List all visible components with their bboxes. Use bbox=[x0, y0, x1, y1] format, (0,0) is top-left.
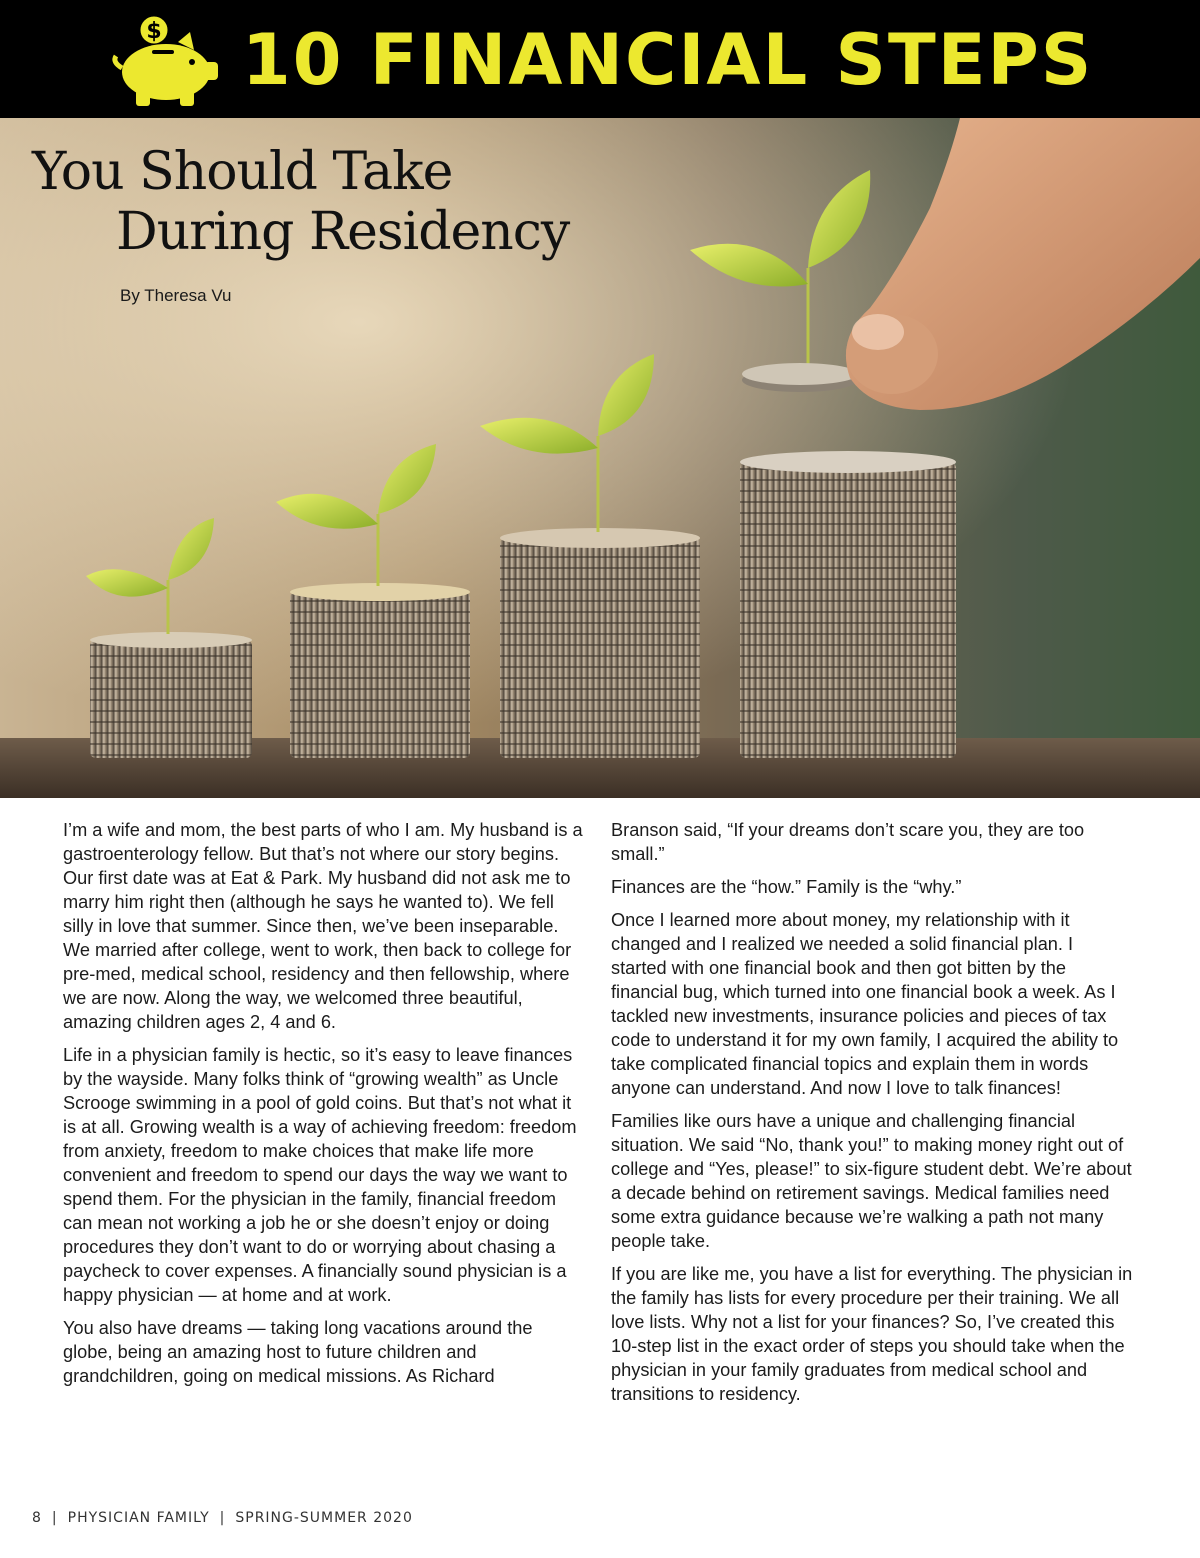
paragraph: You also have dreams — taking long vacations around the globe, being an amazing host to future children and grandchildren, going on medical missions. As Richard bbox=[63, 1318, 533, 1386]
headline-line-1: You Should Take bbox=[32, 142, 453, 202]
coin-stack-1 bbox=[90, 632, 252, 758]
publication-name: PHYSICIAN FAMILY bbox=[67, 1510, 210, 1526]
page-footer bbox=[32, 1510, 413, 1532]
coin-stack-2 bbox=[290, 583, 470, 758]
paragraph: If you are like me, you have a list for everything. The physician in the family has lists for every procedure per their training. We all love lists. Why not a list for your finances? So, I’ve created this 10-step list in the exact order of steps you should take when the physician in your family graduates from medical school and transitions to residency. bbox=[611, 1264, 1133, 1404]
banner-title: 10 FINANCIAL STEPS bbox=[242, 19, 1094, 101]
held-coin bbox=[742, 363, 858, 392]
coin-stack-4 bbox=[740, 451, 956, 758]
byline: By Theresa Vu bbox=[120, 286, 232, 305]
coin-stack-3 bbox=[500, 528, 700, 758]
page-number: 8 bbox=[32, 1510, 42, 1526]
headline-line-2: During Residency bbox=[116, 202, 570, 262]
title-banner bbox=[0, 0, 1200, 118]
issue-name: SPRING-SUMMER 2020 bbox=[235, 1510, 413, 1526]
paragraph: Families like ours have a unique and challenging financial situation. We said “No, thank you!” to making money right out of college and “Yes, please!” to six-figure student debt. We’re about a decade behind on retirement savings. Medical families need some extra guidance because we’re walking a path not many people take. bbox=[611, 1111, 1132, 1251]
paragraph: Finances are the “how.” Family is the “why.” bbox=[611, 877, 962, 897]
paragraph: Life in a physician family is hectic, so it’s easy to leave finances by the wayside. Many folks think of “growing wealth” as Uncle Scrooge swimming in a pool of gold coins. But that’s not what it is at all. Growing wealth is a way of achieving freedom: freedom from anxiety, freedom to make choices that make life more convenient and freedom to spend our days the way we want to spend them. For the physician in the family, financial freedom can mean not working a job he or she doesn’t enjoy or doing procedures they don’t want to do or worrying about chasing a paycheck to cover expenses. A financially sound physician is a happy physician — at home and at work. bbox=[63, 1045, 577, 1305]
headline bbox=[32, 142, 652, 262]
paragraph: Once I learned more about money, my relationship with it changed and I realized we needed a solid financial plan. I started with one financial book and then got bitten by the financial bug, which turned into one financial book a week. As I tackled new investments, insurance policies and pieces of tax code to understand it for my own family, I acquired the ability to take complicated financial topics and explain them in words anyone can understand. And now I love to talk finances! bbox=[611, 910, 1119, 1098]
footer-separator: | bbox=[51, 1510, 58, 1526]
dollar-glyph: $ bbox=[146, 19, 162, 44]
article-column-right bbox=[611, 818, 1133, 1415]
paragraph: Branson said, “If your dreams don’t scare you, they are too small.” bbox=[611, 820, 1085, 864]
article-column-left bbox=[63, 818, 585, 1397]
paragraph: I’m a wife and mom, the best parts of who I am. My husband is a gastroenterology fellow. But that’s not where our story begins. Our first date was at Eat & Park. My husband did not ask me to marry him right then (although he says he wanted to). We fell silly in love that summer. Since then, we’ve been inseparable. We married after college, went to work, then back to college for pre-med, medical school, residency and then fellowship, where we are now. Along the way, we welcomed three beautiful, amazing children ages 2, 4 and 6. bbox=[63, 820, 583, 1032]
piggy-bank-icon bbox=[108, 12, 220, 108]
footer-separator: | bbox=[219, 1510, 226, 1526]
